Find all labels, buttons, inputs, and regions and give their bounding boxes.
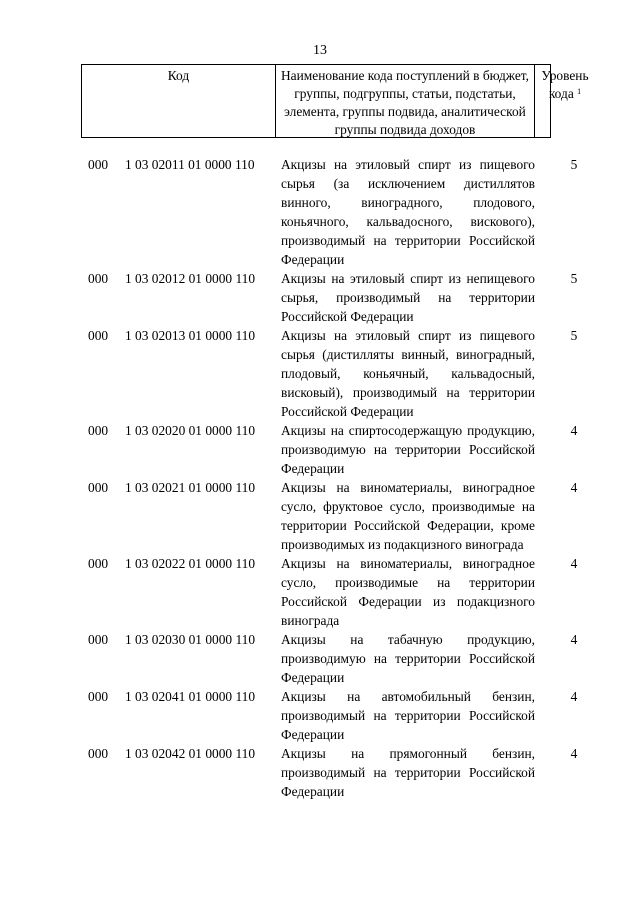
table-row (0, 326, 640, 421)
table-row (0, 630, 640, 687)
row-level: 5 (570, 157, 578, 172)
row-code: 1 03 02030 01 0000 110 (125, 632, 256, 647)
header-name: Наименование кода поступлений в бюджет, группы, подгруппы, статьи, подстатьи, элемента, группы подвида, аналитической группы подвида доходов (276, 65, 535, 137)
table-row (0, 744, 640, 801)
row-name: Акцизы на этиловый спирт из непищевого сырья, производимый на территории Российской Федерации (281, 271, 535, 324)
row-code: 1 03 02021 01 0000 110 (125, 480, 256, 495)
page-number: 13 (313, 43, 327, 58)
row-name: Акцизы на прямогонный бензин, производимый на территории Российской Федерации (281, 746, 535, 799)
row-level: 5 (570, 328, 578, 343)
row-name: Акцизы на этиловый спирт из пищевого сырья (за исключением дистиллятов винного, виноградного, плодового, коньячного, кальвадосного, вискового), производимый на территории Российской Федерации (281, 157, 535, 267)
row-admin-code: 000 (88, 556, 109, 571)
row-code: 1 03 02011 01 0000 110 (125, 157, 255, 172)
row-name: Акцизы на спиртосодержащую продукцию, производимую на территории Российской Федерации (281, 423, 535, 476)
row-admin-code: 000 (88, 480, 109, 495)
row-admin-code: 000 (88, 746, 109, 761)
row-name: Акцизы на этиловый спирт из пищевого сырья (дистилляты винный, виноградный, плодовый, коньячный, кальвадосный, висковый), производимый на территории Российской Федерации (281, 328, 535, 419)
header-level-tail: а (567, 86, 574, 101)
table-row (0, 687, 640, 744)
table-row (0, 478, 640, 554)
header-code: Код (82, 65, 276, 137)
row-level: 4 (570, 632, 578, 647)
table-row (0, 421, 640, 478)
row-code: 1 03 02013 01 0000 110 (125, 328, 256, 343)
table-header (81, 64, 589, 138)
row-level: 5 (570, 271, 578, 286)
row-level: 4 (570, 556, 578, 571)
header-level (535, 65, 595, 137)
row-level: 4 (570, 423, 578, 438)
row-admin-code: 000 (88, 423, 109, 438)
header-level-text: Уровень код (541, 68, 589, 101)
row-code: 1 03 02012 01 0000 110 (125, 271, 256, 286)
row-name: Акцизы на виноматериалы, виноградное сусло, производимые на территории Российской Федерации из подакцизного винограда (281, 556, 535, 628)
row-admin-code: 000 (88, 271, 109, 286)
row-admin-code: 000 (88, 632, 109, 647)
footnote-mark: 1 (577, 87, 582, 96)
table-row (0, 155, 640, 269)
row-name: Акцизы на автомобильный бензин, производимый на территории Российской Федерации (281, 689, 535, 742)
row-level: 4 (570, 480, 578, 495)
row-name: Акцизы на табачную продукцию, производимую на территории Российской Федерации (281, 632, 535, 685)
row-admin-code: 000 (88, 157, 109, 172)
table-row (0, 269, 640, 326)
row-admin-code: 000 (88, 328, 109, 343)
table-row (0, 554, 640, 630)
row-admin-code: 000 (88, 689, 109, 704)
row-name: Акцизы на виноматериалы, виноградное сусло, фруктовое сусло, производимые на территории Российской Федерации, кроме производимых из подакцизного винограда (281, 480, 535, 552)
row-code: 1 03 02042 01 0000 110 (125, 746, 256, 761)
row-level: 4 (570, 689, 578, 704)
row-level: 4 (570, 746, 578, 761)
row-code: 1 03 02022 01 0000 110 (125, 556, 256, 571)
table-body (0, 155, 640, 801)
row-code: 1 03 02041 01 0000 110 (125, 689, 256, 704)
row-code: 1 03 02020 01 0000 110 (125, 423, 256, 438)
